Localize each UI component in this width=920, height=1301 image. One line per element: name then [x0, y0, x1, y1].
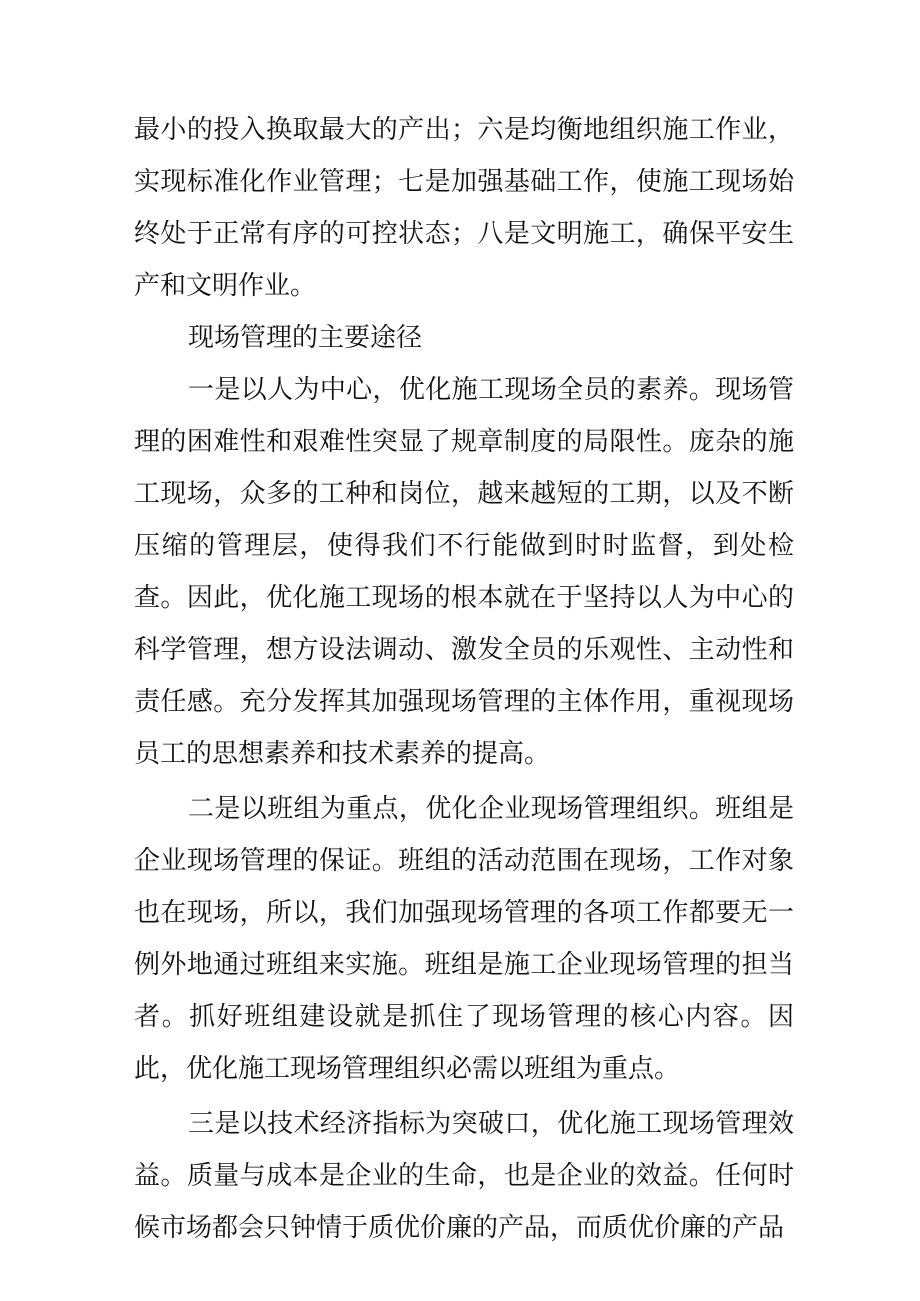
paragraph-team-focus: 二是以班组为重点，优化企业现场管理组织。班组是企业现场管理的保证。班组的活动范围在现场，工作对象也在现场，所以，我们加强现场管理的各项工作都要无一例外地通过班组来实施。班组是施工企业现场管理的担当者。抓好班组建设就是抓住了现场管理的核心内容。因此，优化施工现场管理组织必需以班组为重点。 — [134, 794, 794, 1084]
paragraph-technical-economic: 三是以技术经济指标为突破口，优化施工现场管理效益。质量与成本是企业的生命，也是企业的效益。任何时候市场都会只钟情于质优价廉的产品，而质优价廉的产品 — [134, 1109, 794, 1243]
paragraph-people-centered: 一是以人为中心，优化施工现场全员的素养。现场管理的困难性和艰难性突显了规章制度的局限性。庞杂的施工现场，众多的工种和岗位，越来越短的工期，以及不断压缩的管理层，使得我们不行能做到时时监督，到处检查。因此，优化施工现场的根本就在于坚持以人为中心的科学管理，想方设法调动、激发全员的乐观性、主动性和责任感。充分发挥其加强现场管理的主体作用，重视现场员工的思想素养和技术素养的提高。 — [134, 375, 794, 769]
section-heading: 现场管理的主要途径 — [188, 323, 423, 353]
paragraph-continuation: 最小的投入换取最大的产出；六是均衡地组织施工作业，实现标准化作业管理；七是加强基础工作，使施工现场始终处于正常有序的可控状态；八是文明施工，确保平安生产和文明作业。 — [134, 115, 794, 301]
document-body — [134, 104, 794, 1254]
